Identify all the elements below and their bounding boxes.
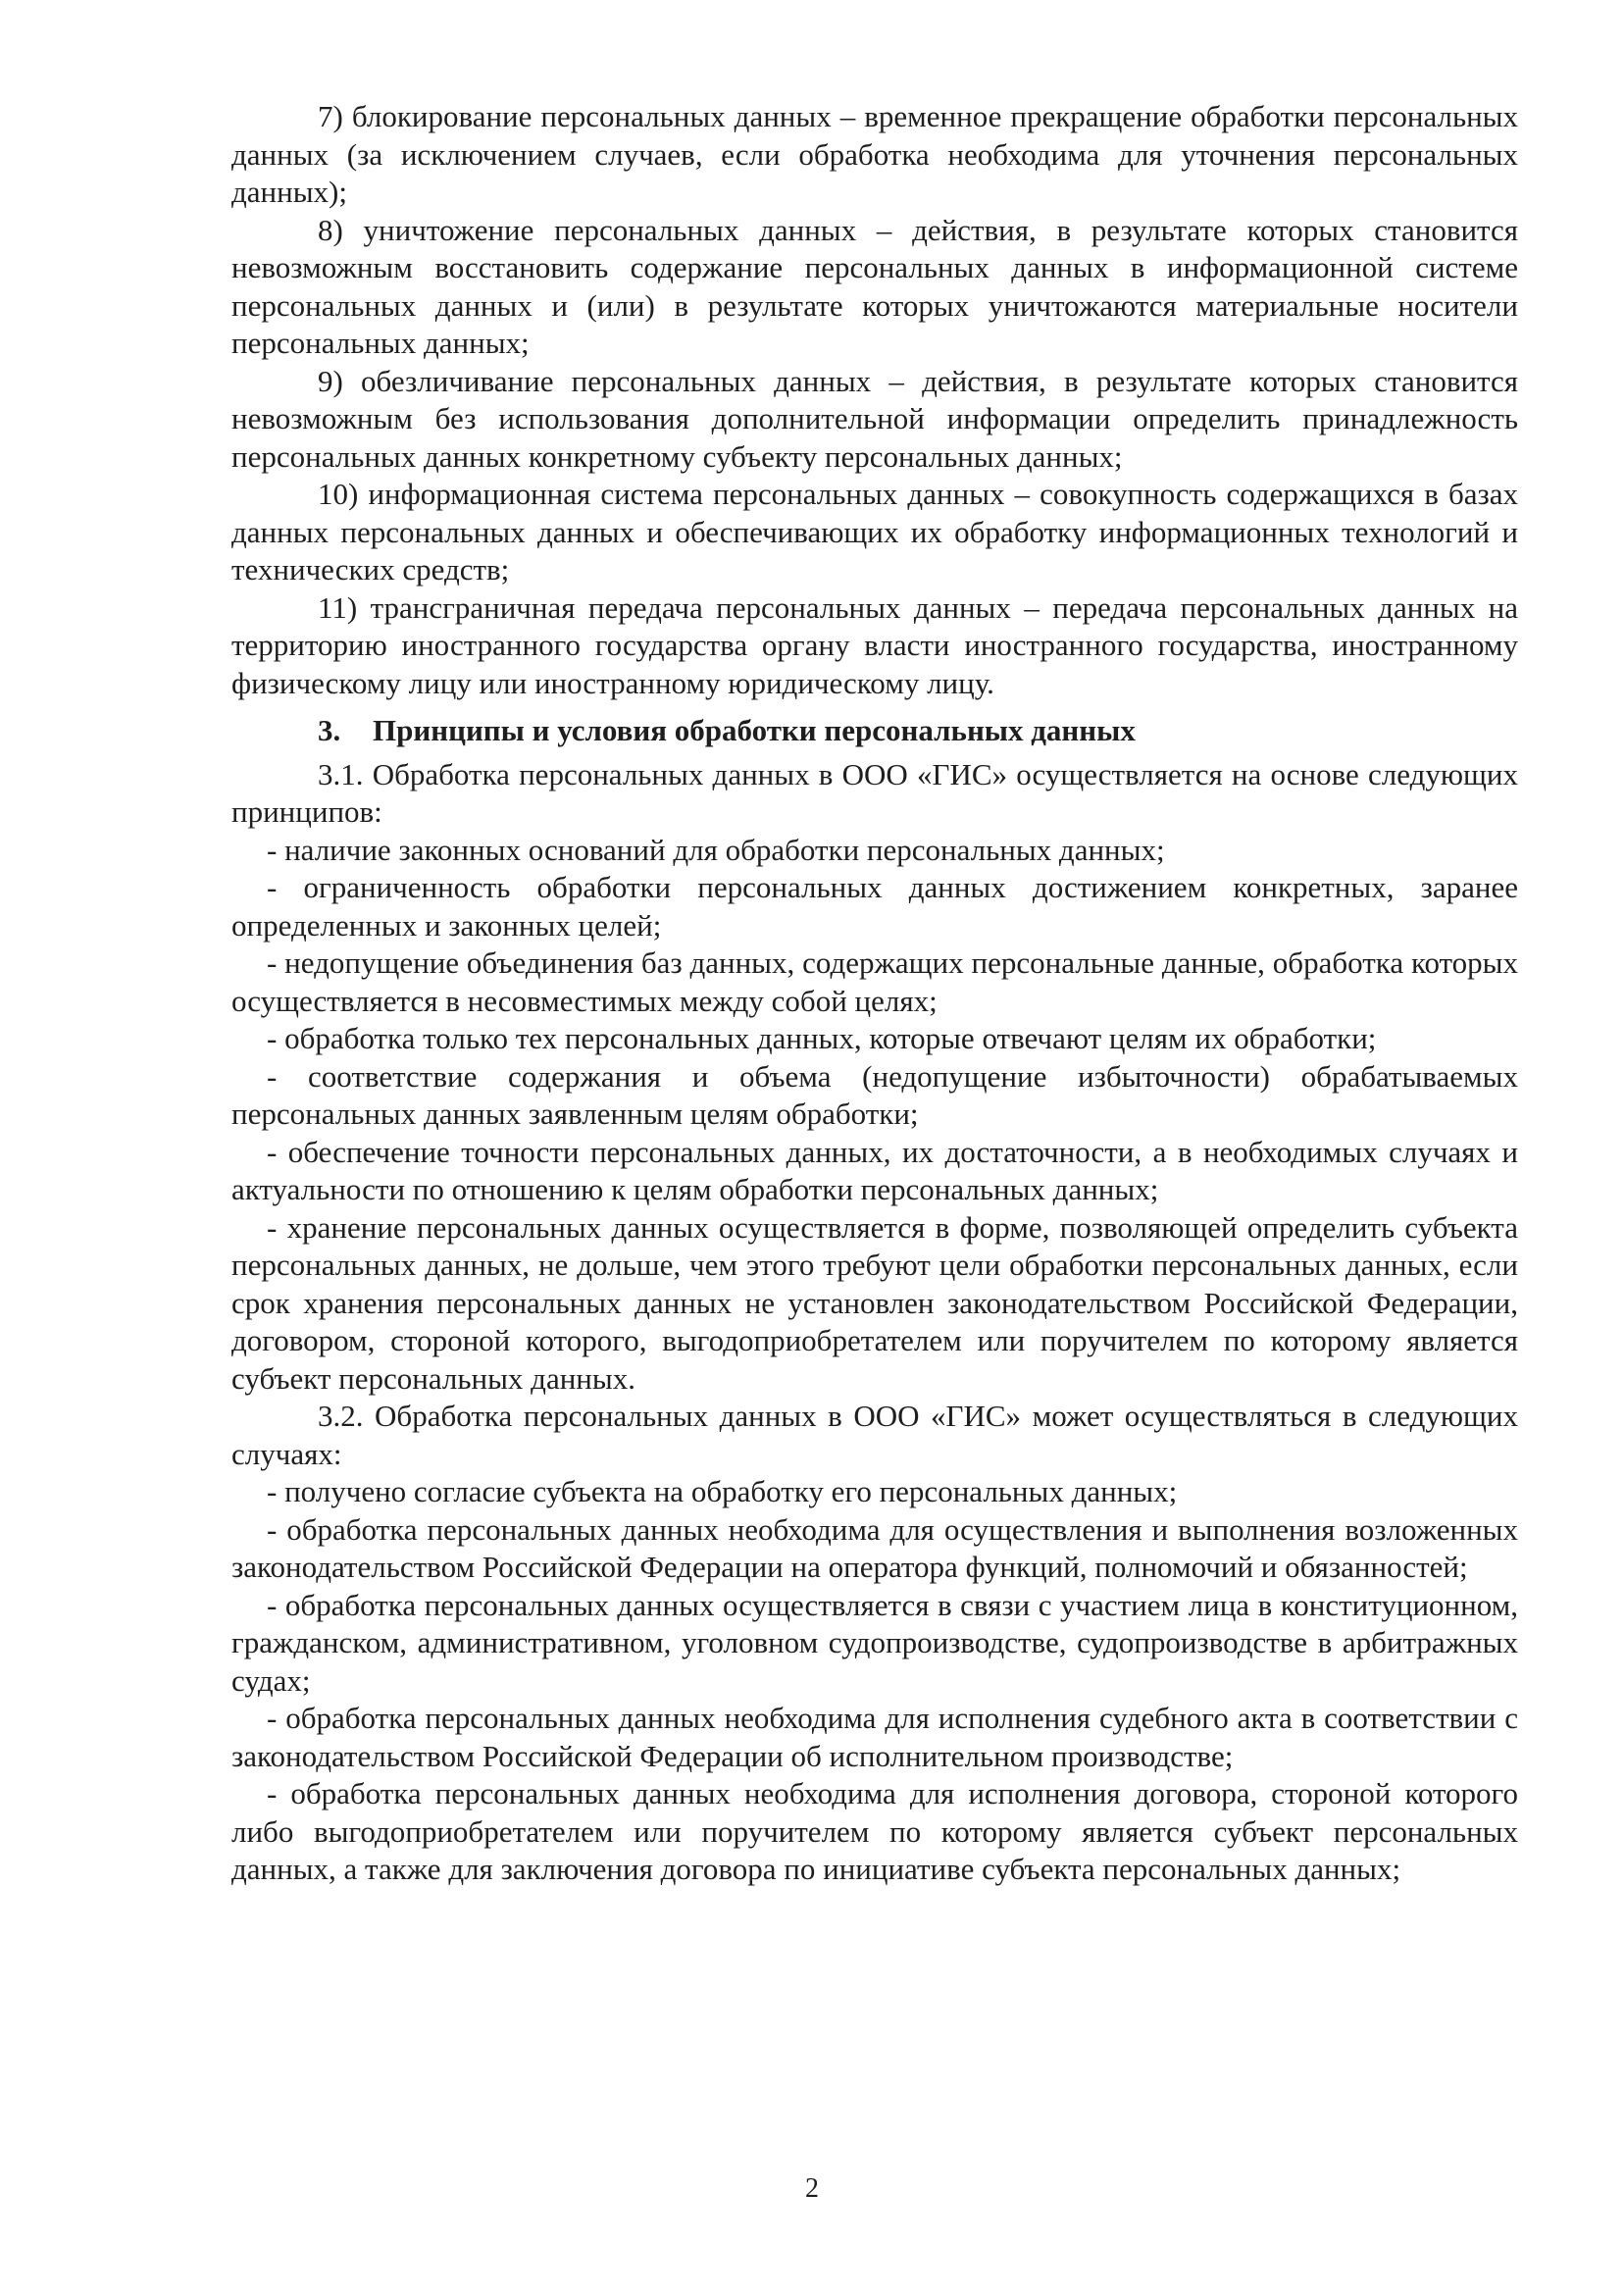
list-item: - получено согласие субъекта на обработку его персональных данных;	[267, 1474, 1178, 1508]
list-item: - обработка персональных данных необходима для исполнения судебного акта в соответствии с законодательством Российской Федерации об исполнительном производстве;	[231, 1701, 1518, 1773]
paragraph-item-11: 11) трансграничная передача персональных данных – передача персональных данных на территорию иностранного государства органу власти иностранного государства, иностранному физическому лицу или иностранному юридическому лицу.	[231, 589, 1518, 700]
list-item: - соответствие содержания и объема (недопущение избыточности) обрабатываемых персональных данных заявленным целям обработки;	[231, 1058, 1518, 1131]
list-item: - обеспечение точности персональных данных, их достаточности, а в необходимых случаях и актуальности по отношению к целям обработки персональных данных;	[231, 1134, 1518, 1206]
section-heading	[231, 712, 1518, 750]
page-number: 2	[805, 2173, 819, 2204]
section-heading-title: Принципы и условия обработки персональных данных	[373, 713, 1136, 747]
list-item: - ограниченность обработки персональных данных достижением конкретных, заранее определенных и законных целей;	[231, 870, 1518, 943]
list-item: - хранение персональных данных осуществляется в форме, позволяющей определить субъекта персональных данных, не дольше, чем этого требуют цели обработки персональных данных, если срок хранения персональных данных не установлен законодательством Российской Федерации, договором, стороной которого, выгодоприобретателем или поручителем по которому является субъект персональных данных.	[231, 1209, 1518, 1396]
document-page	[231, 98, 1518, 1889]
list-item: - обработка персональных данных осуществляется в связи с участием лица в конституционном, гражданском, административном, уголовном судопроизводстве, судопроизводстве в арбитражных судах;	[231, 1587, 1518, 1698]
paragraph-item-8: 8) уничтожение персональных данных – действия, в результате которых становится невозможным восстановить содержание персональных данных в информационной системе персональных данных и (или) в результате которых уничтожаются материальные носители персональных данных;	[231, 212, 1518, 360]
list-item: - обработка персональных данных необходима для исполнения договора, стороной которого либо выгодоприобретателем или поручителем по которому является субъект персональных данных, а также для заключения договора по инициативе субъекта персональных данных;	[231, 1776, 1518, 1886]
list-item: - обработка только тех персональных данных, которые отвечают целям их обработки;	[267, 1021, 1377, 1055]
list-item: - недопущение объединения баз данных, содержащих персональные данные, обработка которых осуществляется в несовместимых между собой целях;	[231, 945, 1518, 1018]
paragraph-item-9: 9) обезличивание персональных данных – действия, в результате которых становится невозможным без использования дополнительной информации определить принадлежность персональных данных конкретному субъекту персональных данных;	[231, 363, 1518, 474]
section-3-1-intro: 3.1. Обработка персональных данных в ООО «ГИС» осуществляется на основе следующих принципов:	[231, 756, 1518, 829]
paragraph-item-7: 7) блокирование персональных данных – временное прекращение обработки персональных данных (за исключением случаев, если обработка необходима для уточнения персональных данных);	[231, 99, 1518, 209]
section-heading-number: 3.	[318, 713, 341, 747]
section-3-2-intro: 3.2. Обработка персональных данных в ООО «ГИС» может осуществляться в следующих случаях:	[231, 1399, 1518, 1471]
list-item: - наличие законных оснований для обработки персональных данных;	[267, 832, 1165, 867]
paragraph-item-10: 10) информационная система персональных данных – совокупность содержащихся в базах данных персональных данных и обеспечивающих их обработку информационных технологий и технических средств;	[231, 477, 1518, 586]
list-item: - обработка персональных данных необходима для осуществления и выполнения возложенных законодательством Российской Федерации на оператора функций, полномочий и обязанностей;	[231, 1511, 1518, 1584]
